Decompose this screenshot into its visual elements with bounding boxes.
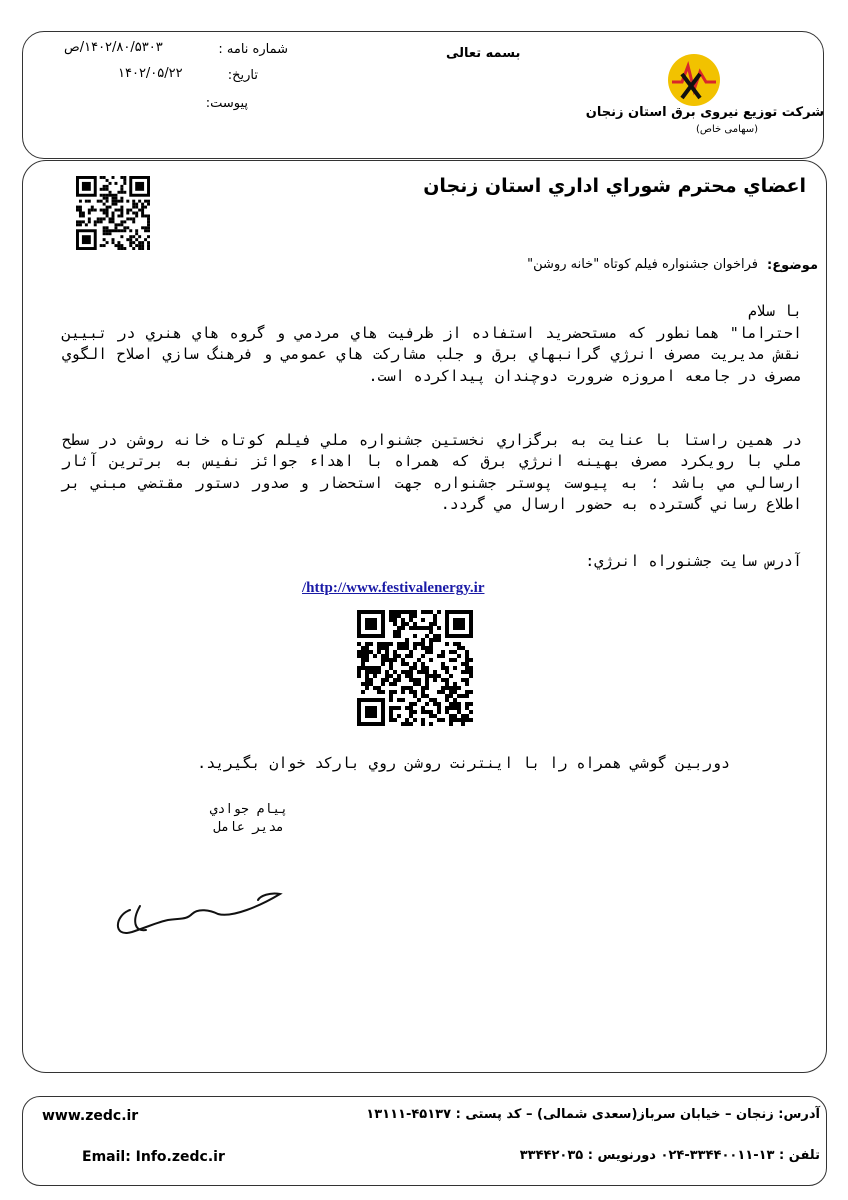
recipient-heading: اعضاي محترم شوراي اداري استان زنجان [423, 175, 806, 197]
greeting: با سلام [747, 302, 802, 320]
scan-instruction: دوربين گوشي همراه را با اينترنت روشن روي باركد خوان بگيريد. [197, 754, 730, 772]
attachment-label: پيوست: [205, 96, 248, 111]
qr-code-festival-icon [357, 610, 473, 726]
subject-text: فراخوان جشنواره فيلم کوتاه "خانه روشن" [527, 257, 758, 272]
signer-name: پيام جوادي [209, 802, 288, 817]
festival-website-link[interactable]: /http://www.festivalenergy.ir [302, 580, 485, 596]
footer-website: www.zedc.ir [42, 1108, 139, 1124]
signer-title: مدير عامل [213, 820, 284, 835]
footer-email: Email: Info.zedc.ir [82, 1149, 225, 1165]
date-label: تاريخ: [227, 68, 258, 83]
footer-address: آدرس: زنجان – خیابان سرباز(سعدی شمالی) – کد پستی : ۴۵۱۳۷-۱۳۱۱۱ [366, 1107, 820, 1122]
company-logo-icon [666, 52, 722, 108]
body-paragraph-1: احتراما" همانطور كه مستحضريد استفاده از ظرفيت هاي مردمي و گروه هاي هنري در تبيين نقش مديريت مصرف انرژي گرانبهاي برق و جلب مشاركت هاي عمومي و فرهنگ سازي اصلاح الگوي مصرف در جامعه امروزه ضرورت دوچندان پيداكرده است. [62, 324, 802, 385]
company-type: (سهامی خاص) [696, 124, 759, 135]
letter-number: ۱۴۰۲/۸۰/۵۳۰۳/ص [64, 40, 163, 55]
qr-code-top-icon [76, 176, 150, 250]
handwritten-signature-icon [110, 880, 290, 940]
letter-date: ۱۴۰۲/۰۵/۲۲ [118, 66, 183, 81]
body-paragraph-2: در همين راستا با عنايت به برگزاري نخستين جشنواره ملي فيلم كوتاه خانه روشن در سطح ملي با رويكرد مصرف بهينه انرژي برق كه همراه با اهداء جوائز نفيس به برترين آثار ارسالي مي باشد ؛ به پيوست پوستر جشنواره جهت استحضار و صدور دستور مقتضي مبني بر اطلاع رساني گسترده به حضور ارسال مي گردد. [62, 431, 802, 513]
site-address-label: آدرس سايت جشنوراه انرژي: [585, 552, 802, 570]
company-name: شرکت توزیع نیروی برق استان زنجان [585, 105, 824, 120]
invocation-heading: بسمه تعالی [446, 46, 521, 61]
letter-number-label: شماره نامه : [218, 42, 288, 57]
footer-phone: تلفن : ۱۳-۳۳۴۴۰۰۱۱-۰۲۴ دورنویس : ۳۳۴۴۲۰۳۵ [519, 1148, 820, 1163]
subject-label: موضوع: [767, 258, 818, 273]
